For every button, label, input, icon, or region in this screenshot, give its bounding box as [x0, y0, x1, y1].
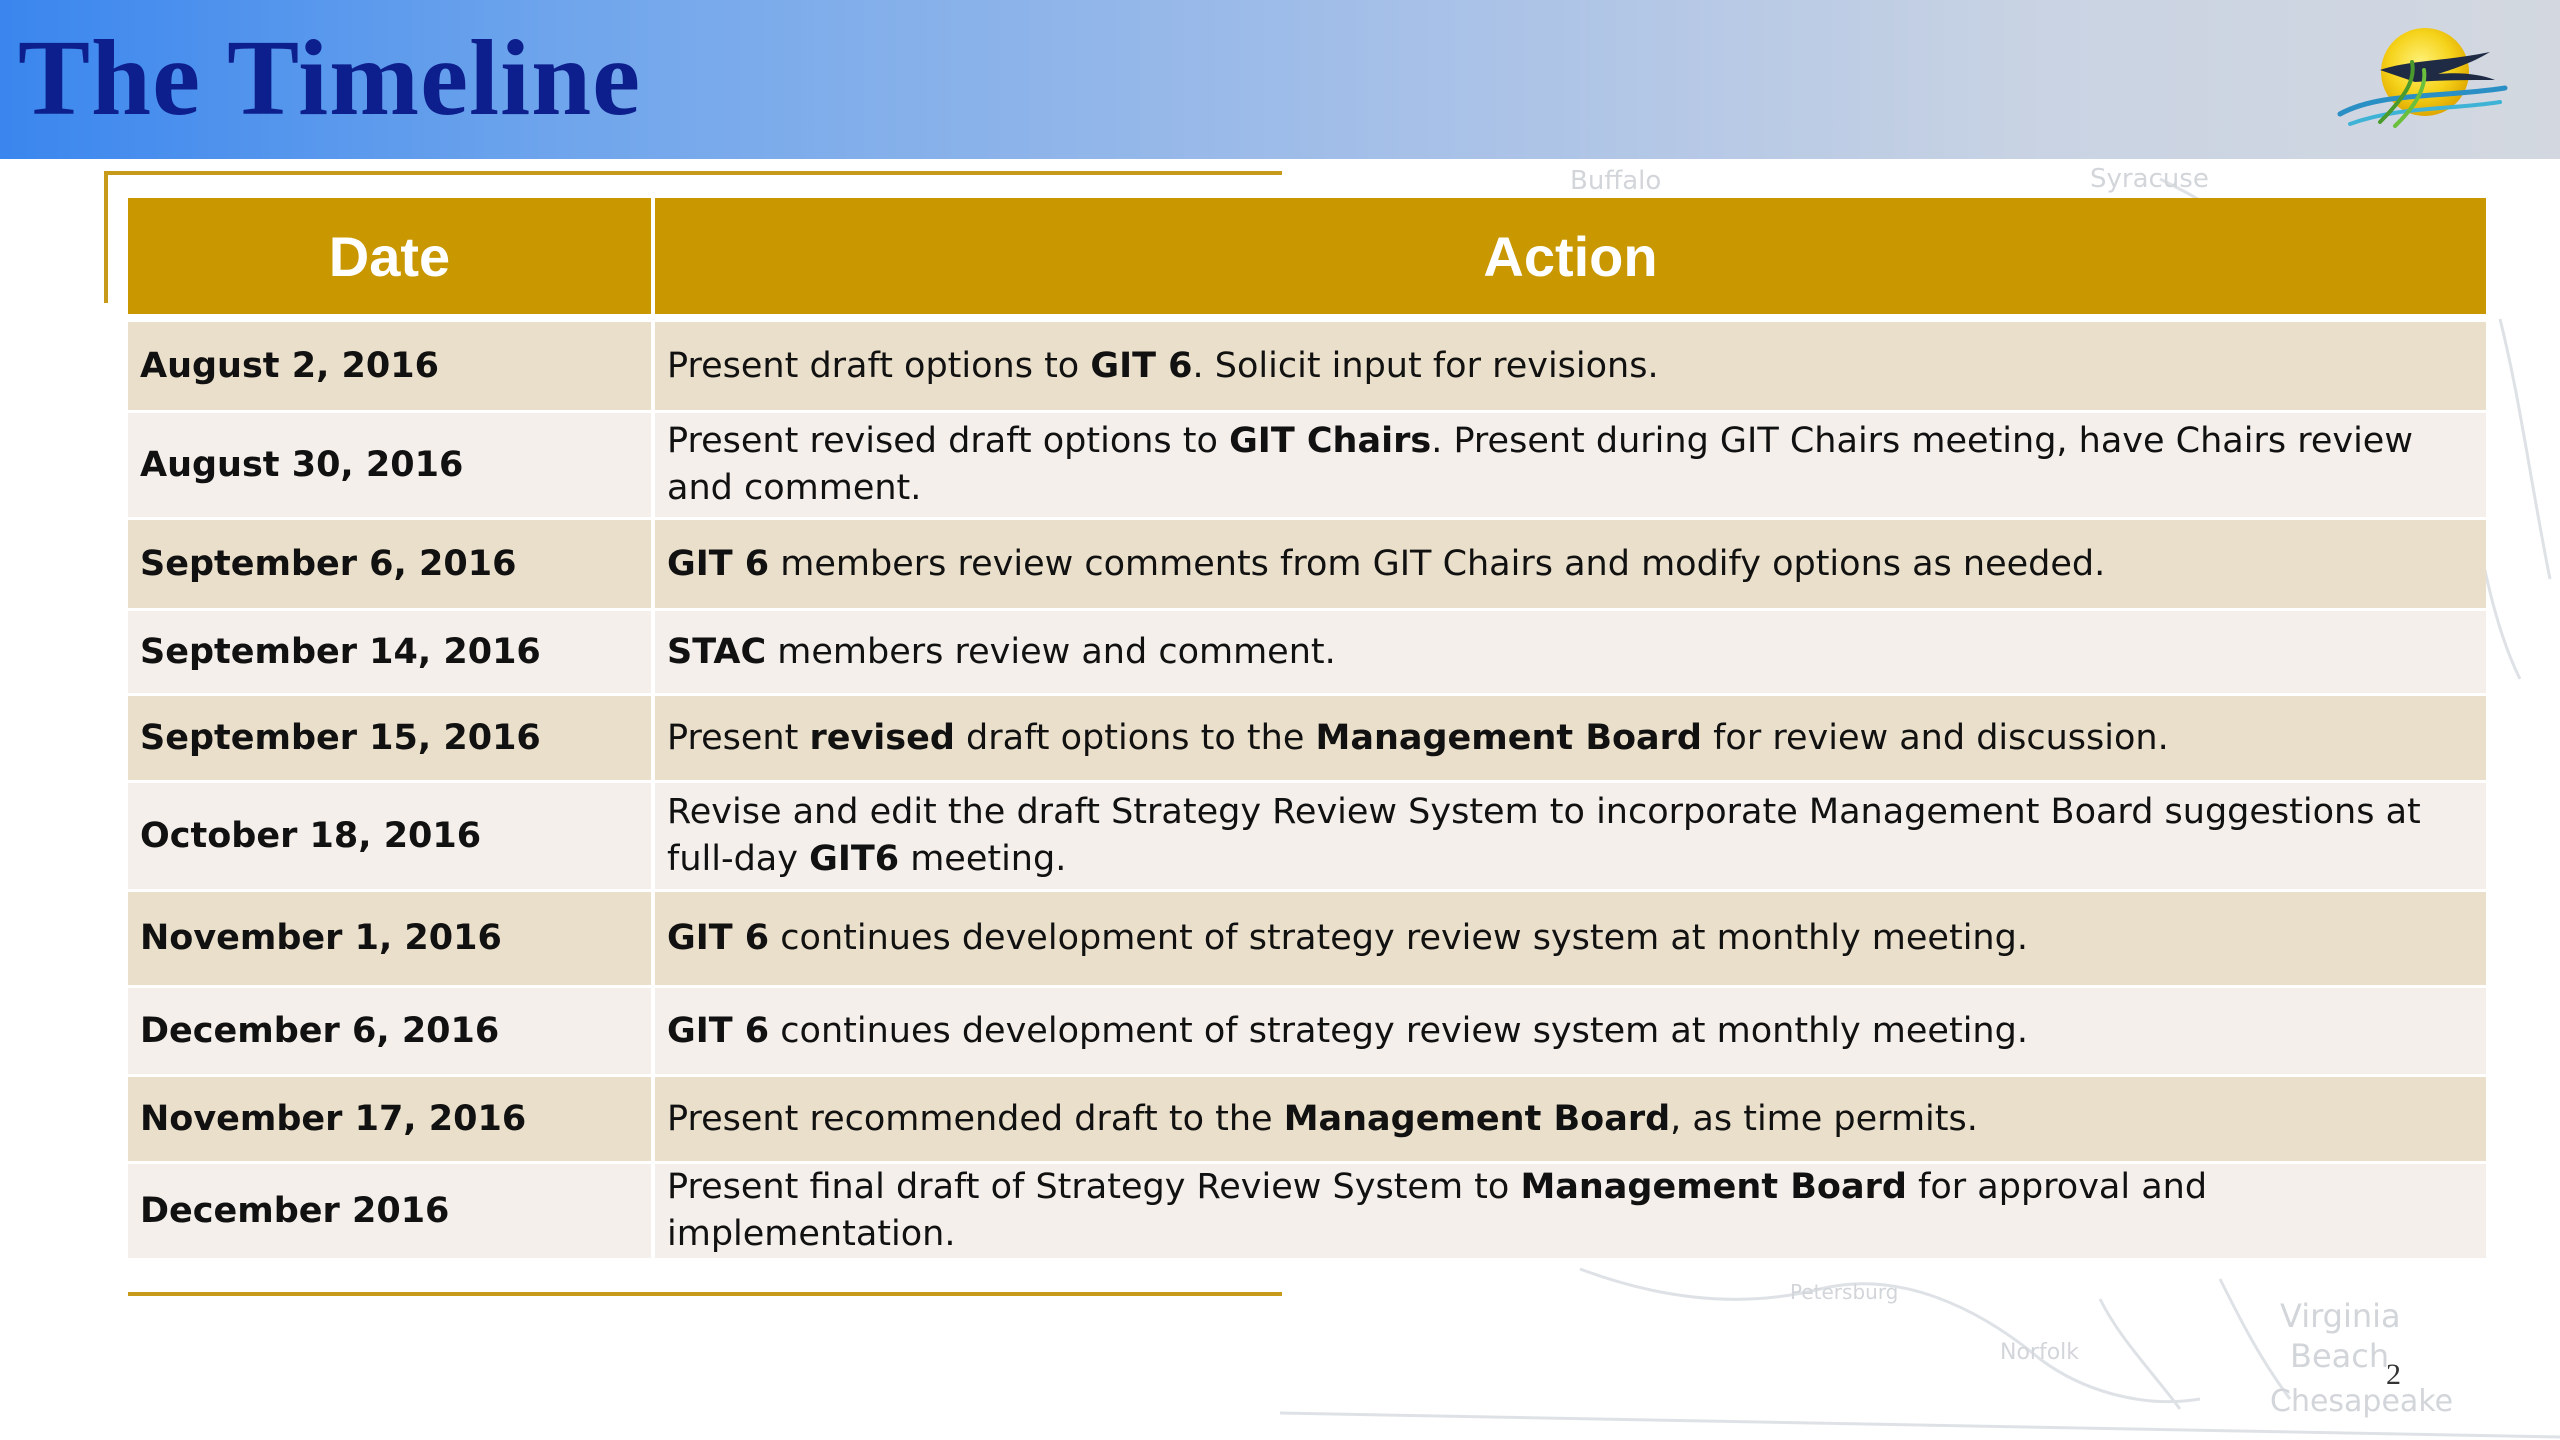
date-cell: September 6, 2016	[128, 520, 655, 611]
table-row	[128, 413, 2486, 520]
date-cell: November 17, 2016	[128, 1077, 655, 1164]
action-emphasis: Management Board	[1315, 717, 1702, 758]
action-text: continues development of strategy review system at monthly meeting.	[769, 918, 2028, 958]
action-emphasis: GIT 6	[667, 1010, 770, 1051]
action-emphasis: Management Board	[1283, 1098, 1671, 1139]
table-header-row	[128, 198, 2486, 322]
action-emphasis: GIT Chairs	[1229, 421, 1432, 461]
action-cell	[655, 988, 2486, 1077]
date-cell: September 15, 2016	[128, 696, 655, 783]
action-text: Present recommended draft to the	[667, 1098, 1284, 1139]
frame-bottom-rule	[128, 1292, 1282, 1296]
map-label: Buffalo	[1570, 166, 1662, 196]
action-cell	[655, 1164, 2486, 1261]
date-column-header: Date	[128, 198, 655, 322]
frame-top-rule	[104, 171, 1282, 175]
action-emphasis: GIT 6	[667, 918, 770, 958]
table-row	[128, 322, 2486, 413]
sun-bird-logo-icon	[2320, 22, 2520, 137]
timeline-body	[128, 322, 2486, 1261]
map-label: Syracuse	[2090, 164, 2209, 194]
date-cell: December 6, 2016	[128, 988, 655, 1077]
action-emphasis: GIT6	[809, 839, 900, 879]
action-text: continues development of strategy review system at monthly meeting.	[769, 1010, 2028, 1051]
frame-left-rule	[104, 171, 108, 303]
action-text: . Present during GIT Chairs meeting, have Chairs review and comment.	[667, 421, 2413, 508]
table-row	[128, 520, 2486, 611]
action-cell	[655, 520, 2486, 611]
action-emphasis: STAC	[667, 631, 767, 672]
action-cell	[655, 696, 2486, 783]
action-text: for review and discussion.	[1701, 717, 2169, 758]
table-row	[128, 783, 2486, 892]
slide-title: The Timeline	[18, 19, 642, 138]
action-text: Present draft options to	[667, 345, 1091, 386]
action-emphasis: GIT 6	[667, 543, 770, 584]
date-cell: October 18, 2016	[128, 783, 655, 892]
action-cell	[655, 892, 2486, 988]
action-text: members review comments from GIT Chairs and modify options as needed.	[769, 543, 2106, 584]
action-text: Present final draft of Strategy Review System to	[667, 1167, 1521, 1207]
map-label: Chesapeake	[2270, 1384, 2454, 1419]
action-text: members review and comment.	[766, 631, 1336, 672]
action-cell	[655, 611, 2486, 696]
table-row	[128, 611, 2486, 696]
table-row	[128, 1164, 2486, 1261]
action-cell	[655, 322, 2486, 413]
action-column-header: Action	[655, 198, 2486, 322]
date-cell: December 2016	[128, 1164, 655, 1261]
map-label: Petersburg	[1790, 1280, 1899, 1304]
action-text: for approval and implementation.	[667, 1167, 2208, 1254]
action-text: . Solicit input for revisions.	[1192, 345, 1659, 386]
action-text: draft options to the	[954, 717, 1316, 758]
date-cell: August 2, 2016	[128, 322, 655, 413]
action-cell	[655, 783, 2486, 892]
action-text: meeting.	[899, 839, 1067, 879]
map-label: Virginia	[2280, 1297, 2401, 1335]
date-cell: November 1, 2016	[128, 892, 655, 988]
action-text: Present revised draft options to	[667, 421, 1230, 461]
action-cell	[655, 1077, 2486, 1164]
table-row	[128, 1077, 2486, 1164]
timeline-table	[128, 198, 2486, 1261]
action-emphasis: revised	[809, 717, 955, 758]
table-row	[128, 988, 2486, 1077]
action-emphasis: GIT 6	[1090, 345, 1193, 386]
action-text: , as time permits.	[1670, 1098, 1978, 1139]
action-text: Present	[667, 717, 810, 758]
action-cell	[655, 413, 2486, 520]
page-number: 2	[2386, 1358, 2401, 1391]
action-text: Revise and edit the draft Strategy Review System to incorporate Management Board suggestions at full-day	[667, 792, 2421, 879]
table-row	[128, 892, 2486, 988]
date-cell: September 14, 2016	[128, 611, 655, 696]
action-emphasis: Management Board	[1520, 1167, 1907, 1207]
table-row	[128, 696, 2486, 783]
map-label: Beach	[2290, 1337, 2390, 1375]
map-label: Norfolk	[2000, 1340, 2080, 1365]
date-cell: August 30, 2016	[128, 413, 655, 520]
